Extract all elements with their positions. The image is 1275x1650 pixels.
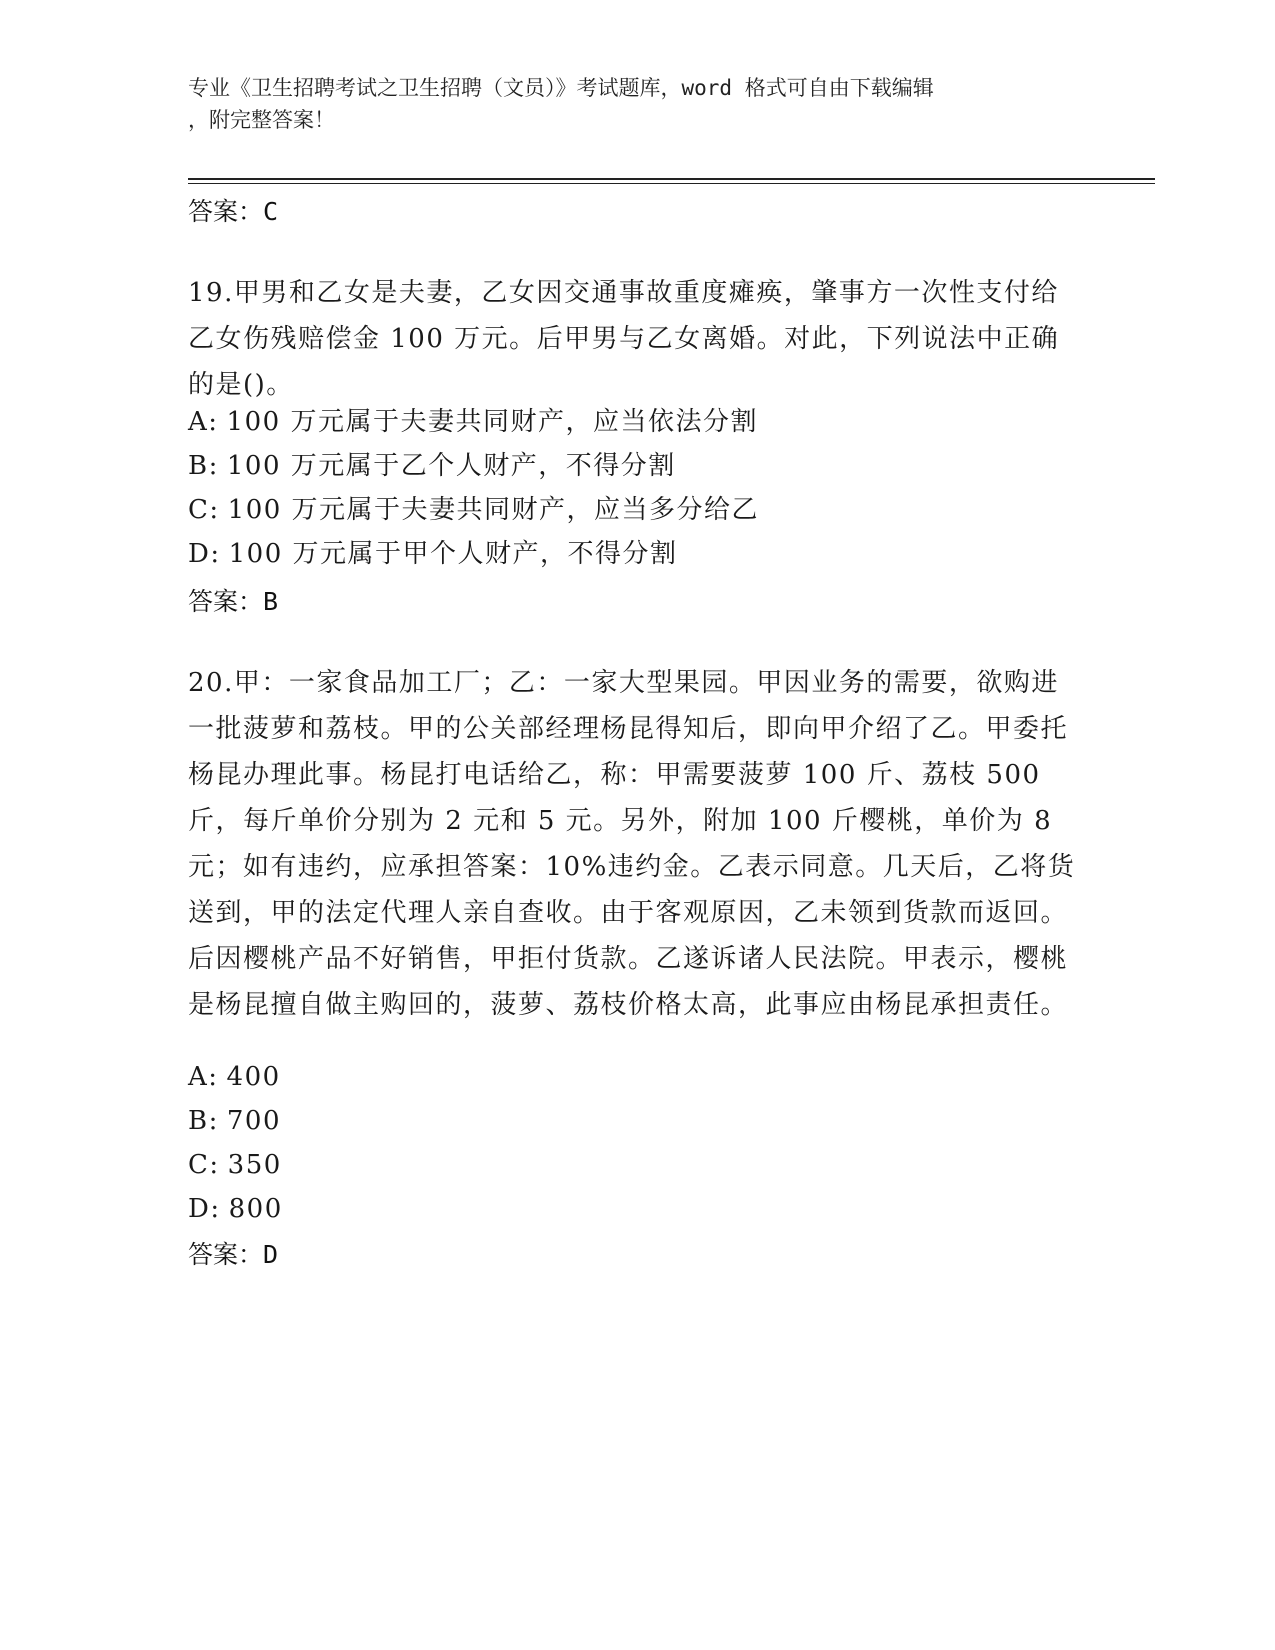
header-rule-thin xyxy=(188,183,1155,184)
option-text: 350 xyxy=(227,1150,282,1180)
option-text: 800 xyxy=(228,1194,283,1224)
header-rule-thick xyxy=(188,178,1155,180)
option-label: B: xyxy=(188,1106,219,1136)
option-label: A: xyxy=(188,1062,219,1092)
option-text: 400 xyxy=(226,1062,281,1092)
question-20-stem: 20.甲：一家食品加工厂；乙：一家大型果园。甲因业务的需要，欲购进一批菠萝和荔枝。甲的公关部经理杨昆得知后，即向甲介绍了乙。甲委托杨昆办理此事。杨昆打电话给乙，称：甲需要菠萝 100 斤、荔枝 500 斤，每斤单价分别为 2 元和 5 元。另外，附加 100 斤樱桃，单价为 8 元；如有违约，应承担答案：10%违约金。乙表示同意。几天后，乙将货送到，甲的法定代理人亲自查收。由于客观原因，乙未领到货款而返回。后因樱桃产品不好销售，甲拒付货款。乙遂诉诸人民法院。甲表示，樱桃是杨昆擅自做主购回的，菠萝、荔枝价格太高，此事应由杨昆承担责任。 xyxy=(188,668,1076,1020)
option-text: 100 万元属于夫妻共同财产，应当依法分割 xyxy=(226,407,758,437)
option-label: A: xyxy=(188,407,219,437)
question-19-stem: 19.甲男和乙女是夫妻，乙女因交通事故重度瘫痪，肇事方一次性支付给乙女伤残赔偿金 100 万元。后甲男与乙女离婚。对此，下列说法中正确的是()。 xyxy=(188,278,1060,400)
header-line-2: ，附完整答案！ xyxy=(188,108,335,132)
question-19-option-d xyxy=(188,534,678,574)
question-19-option-a xyxy=(188,402,758,442)
option-label: C: xyxy=(188,495,220,525)
option-text: 700 xyxy=(226,1106,282,1136)
question-20-option-d xyxy=(188,1189,283,1229)
question-19-option-b xyxy=(188,446,676,486)
option-text: 100 万元属于甲个人财产，不得分割 xyxy=(228,539,678,569)
option-label: D: xyxy=(188,1194,221,1224)
question-20-option-a xyxy=(188,1057,281,1097)
option-label: D: xyxy=(188,539,221,569)
question-20-option-b xyxy=(188,1101,281,1141)
question-19-option-c xyxy=(188,490,759,530)
question-20-answer: 答案：D xyxy=(188,1240,279,1269)
option-label: C: xyxy=(188,1150,220,1180)
option-text: 100 万元属于乙个人财产，不得分割 xyxy=(226,451,676,481)
answer-previous: 答案：C xyxy=(188,197,279,226)
option-text: 100 万元属于夫妻共同财产，应当多分给乙 xyxy=(227,495,760,525)
option-label: B: xyxy=(188,451,219,481)
question-20-option-c xyxy=(188,1145,282,1185)
question-19-answer: 答案：B xyxy=(188,587,279,616)
document-header xyxy=(188,72,1068,136)
header-line-1: 专业《卫生招聘考试之卫生招聘（文员）》考试题库，word 格式可自由下载编辑 xyxy=(188,76,934,100)
